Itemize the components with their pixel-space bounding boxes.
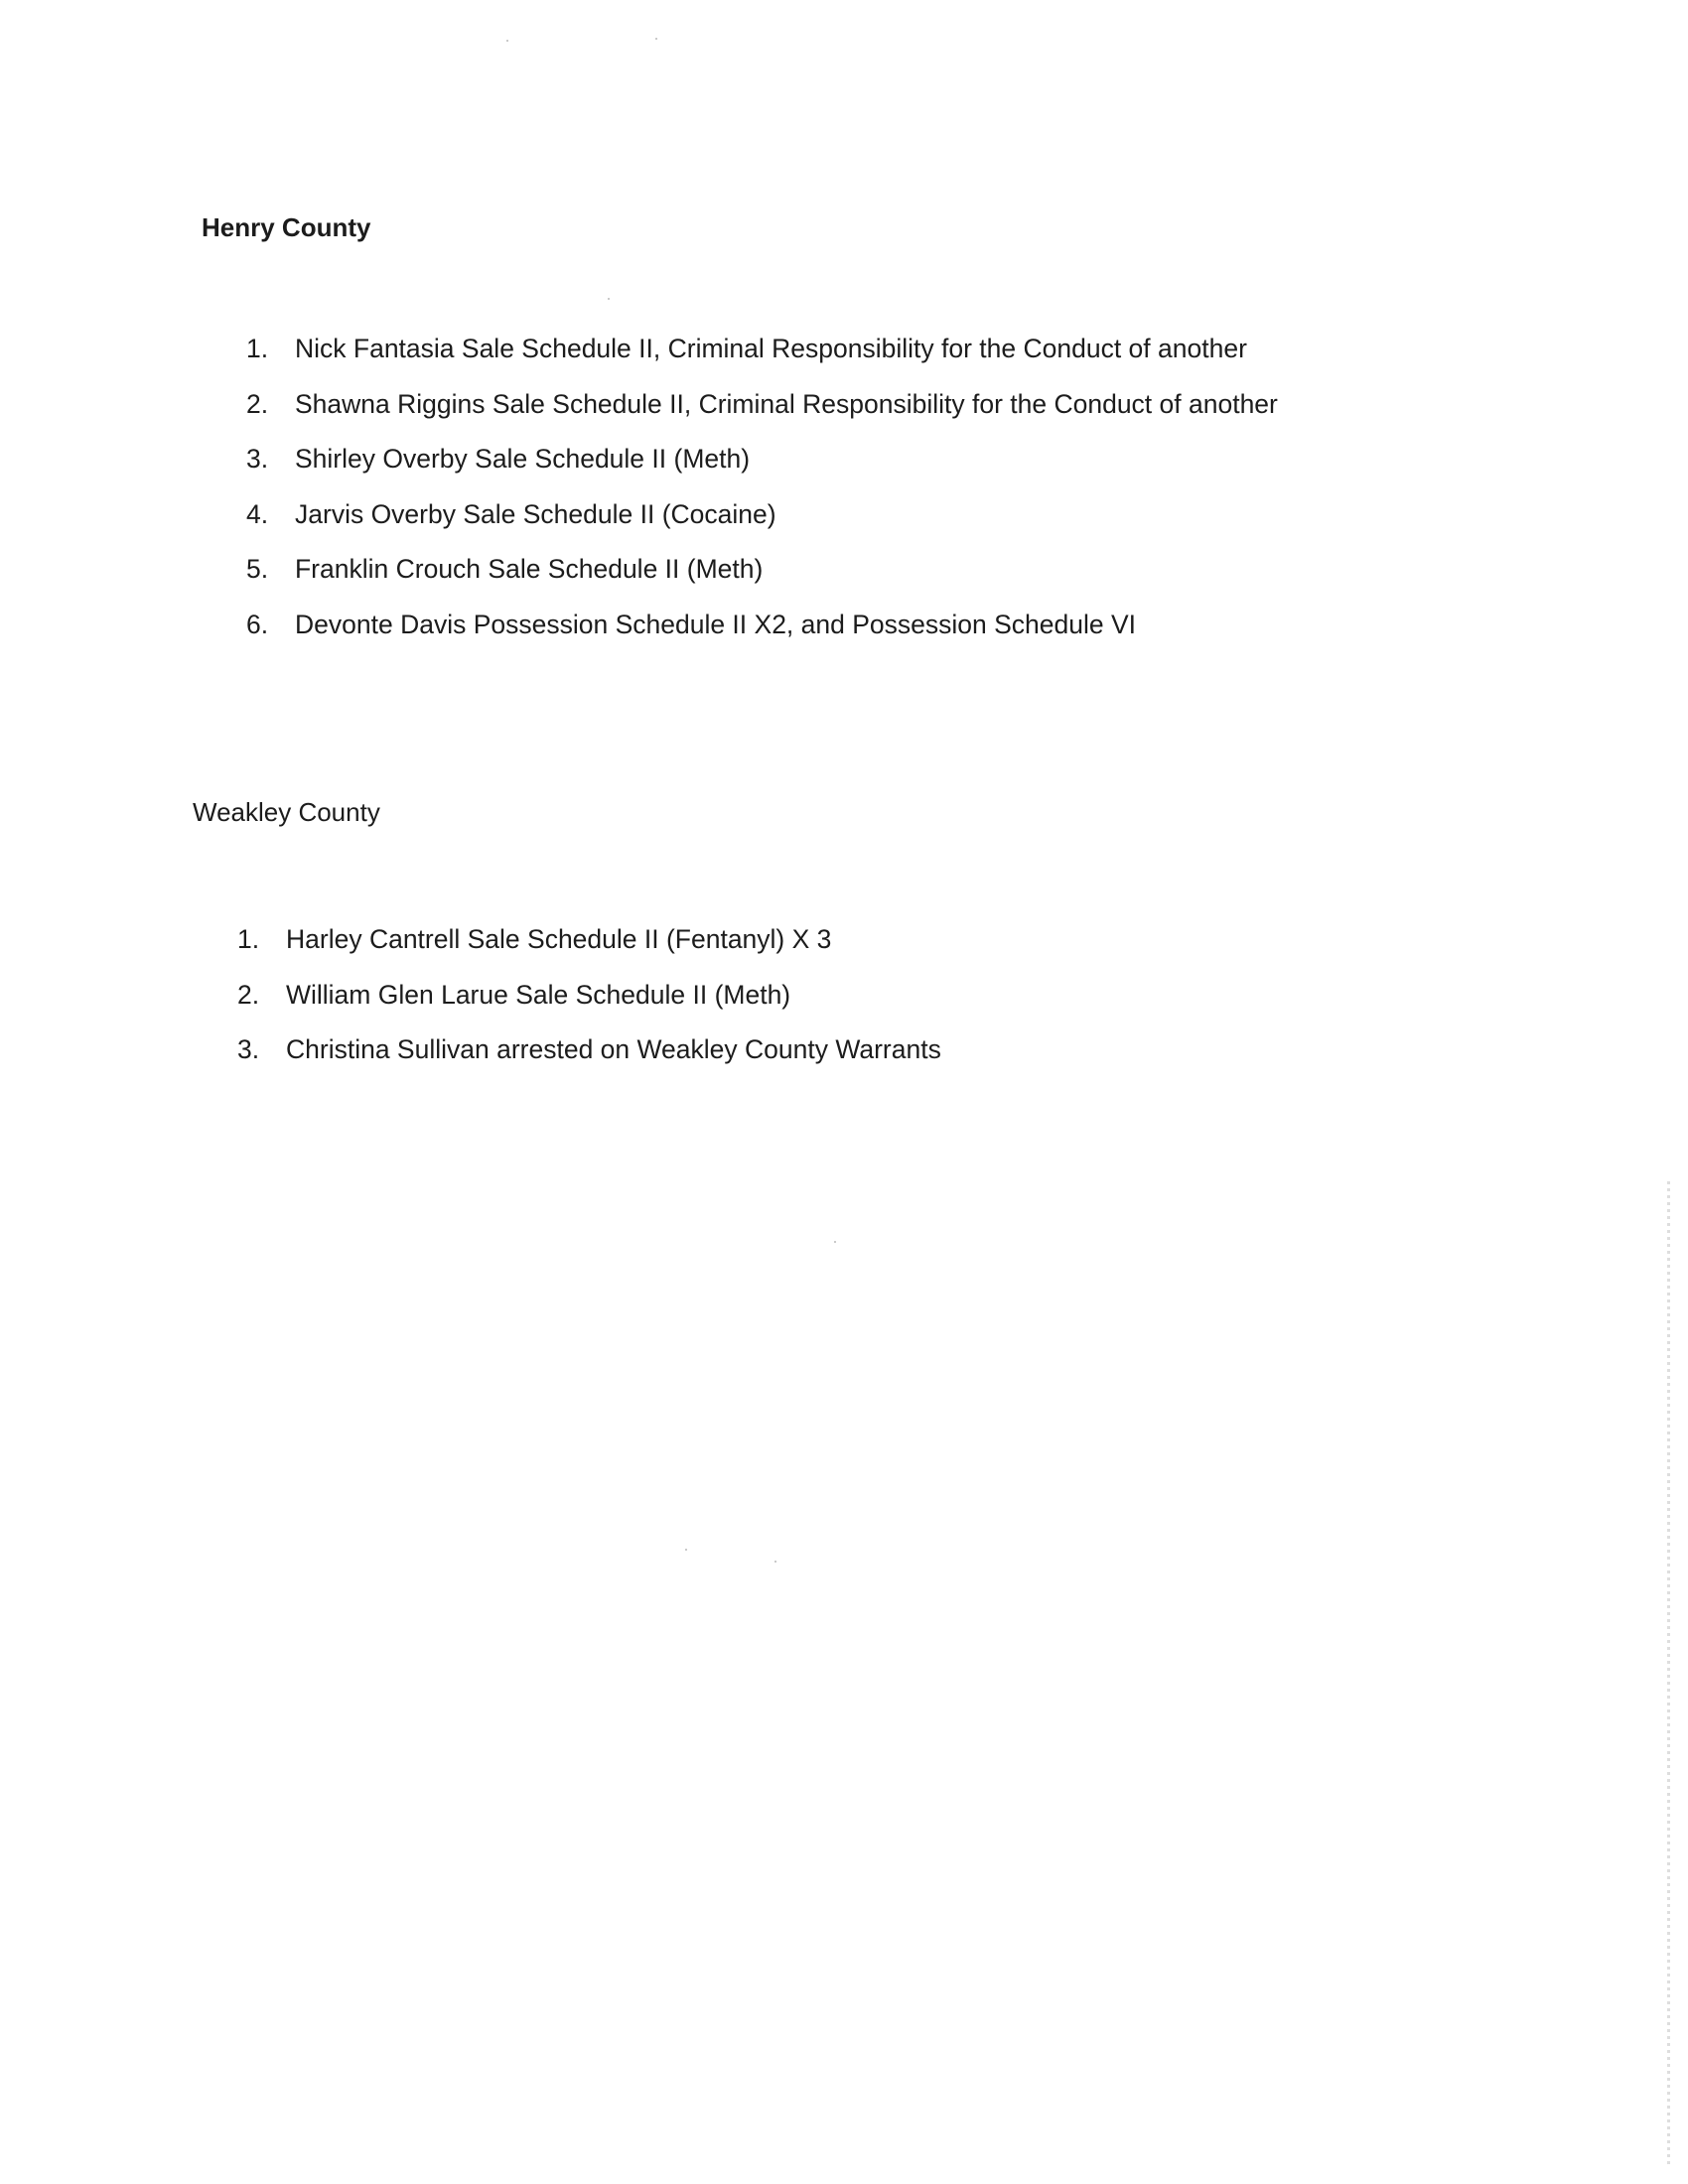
item-text: Shawna Riggins Sale Schedule II, Criminal Responsibility for the Conduct of another: [295, 388, 1278, 419]
section-heading: Weakley County: [193, 797, 380, 827]
item-text: Devonte Davis Possession Schedule II X2, and Possession Schedule VI: [295, 609, 1137, 639]
scan-speck: [685, 1549, 687, 1551]
item-number: 2.: [237, 979, 260, 1010]
section-henry-county: [202, 212, 1278, 664]
item-text: Christina Sullivan arrested on Weakley County Warrants: [286, 1034, 941, 1065]
scan-speck: [834, 1241, 836, 1243]
scan-speck: [774, 1561, 776, 1563]
item-number: 1.: [246, 334, 269, 364]
item-number: 2.: [246, 388, 269, 419]
item-number: 1.: [237, 924, 260, 955]
item-text: Jarvis Overby Sale Schedule II (Cocaine): [295, 498, 776, 529]
item-text: Nick Fantasia Sale Schedule II, Criminal Responsibility for the Conduct of another: [295, 334, 1247, 364]
item-text: Franklin Crouch Sale Schedule II (Meth): [295, 554, 764, 585]
item-number: 3.: [237, 1034, 260, 1065]
list-item: [246, 444, 1278, 499]
henry-county-list: [246, 334, 1278, 664]
item-text: Shirley Overby Sale Schedule II (Meth): [295, 444, 751, 475]
list-item: [237, 924, 941, 980]
list-item: [246, 499, 1278, 555]
item-number: 5.: [246, 554, 269, 585]
scan-speck: [608, 298, 610, 300]
scan-speck: [506, 40, 508, 42]
item-number: 3.: [246, 444, 269, 475]
item-text: William Glen Larue Sale Schedule II (Meth): [286, 979, 791, 1010]
item-number: 6.: [246, 609, 269, 639]
section-heading: Henry County: [202, 212, 371, 242]
list-item: [237, 980, 941, 1035]
list-item: [246, 334, 1278, 389]
scan-edge-artifact: [1667, 1181, 1670, 2164]
list-item: [246, 389, 1278, 445]
list-item: [237, 1034, 941, 1090]
weakley-county-list: [237, 924, 941, 1090]
item-text: Harley Cantrell Sale Schedule II (Fentanyl) X 3: [286, 924, 832, 955]
item-number: 4.: [246, 498, 269, 529]
list-item: [246, 610, 1278, 665]
list-item: [246, 554, 1278, 610]
scan-speck: [655, 38, 657, 40]
section-weakley-county: [193, 797, 941, 1090]
